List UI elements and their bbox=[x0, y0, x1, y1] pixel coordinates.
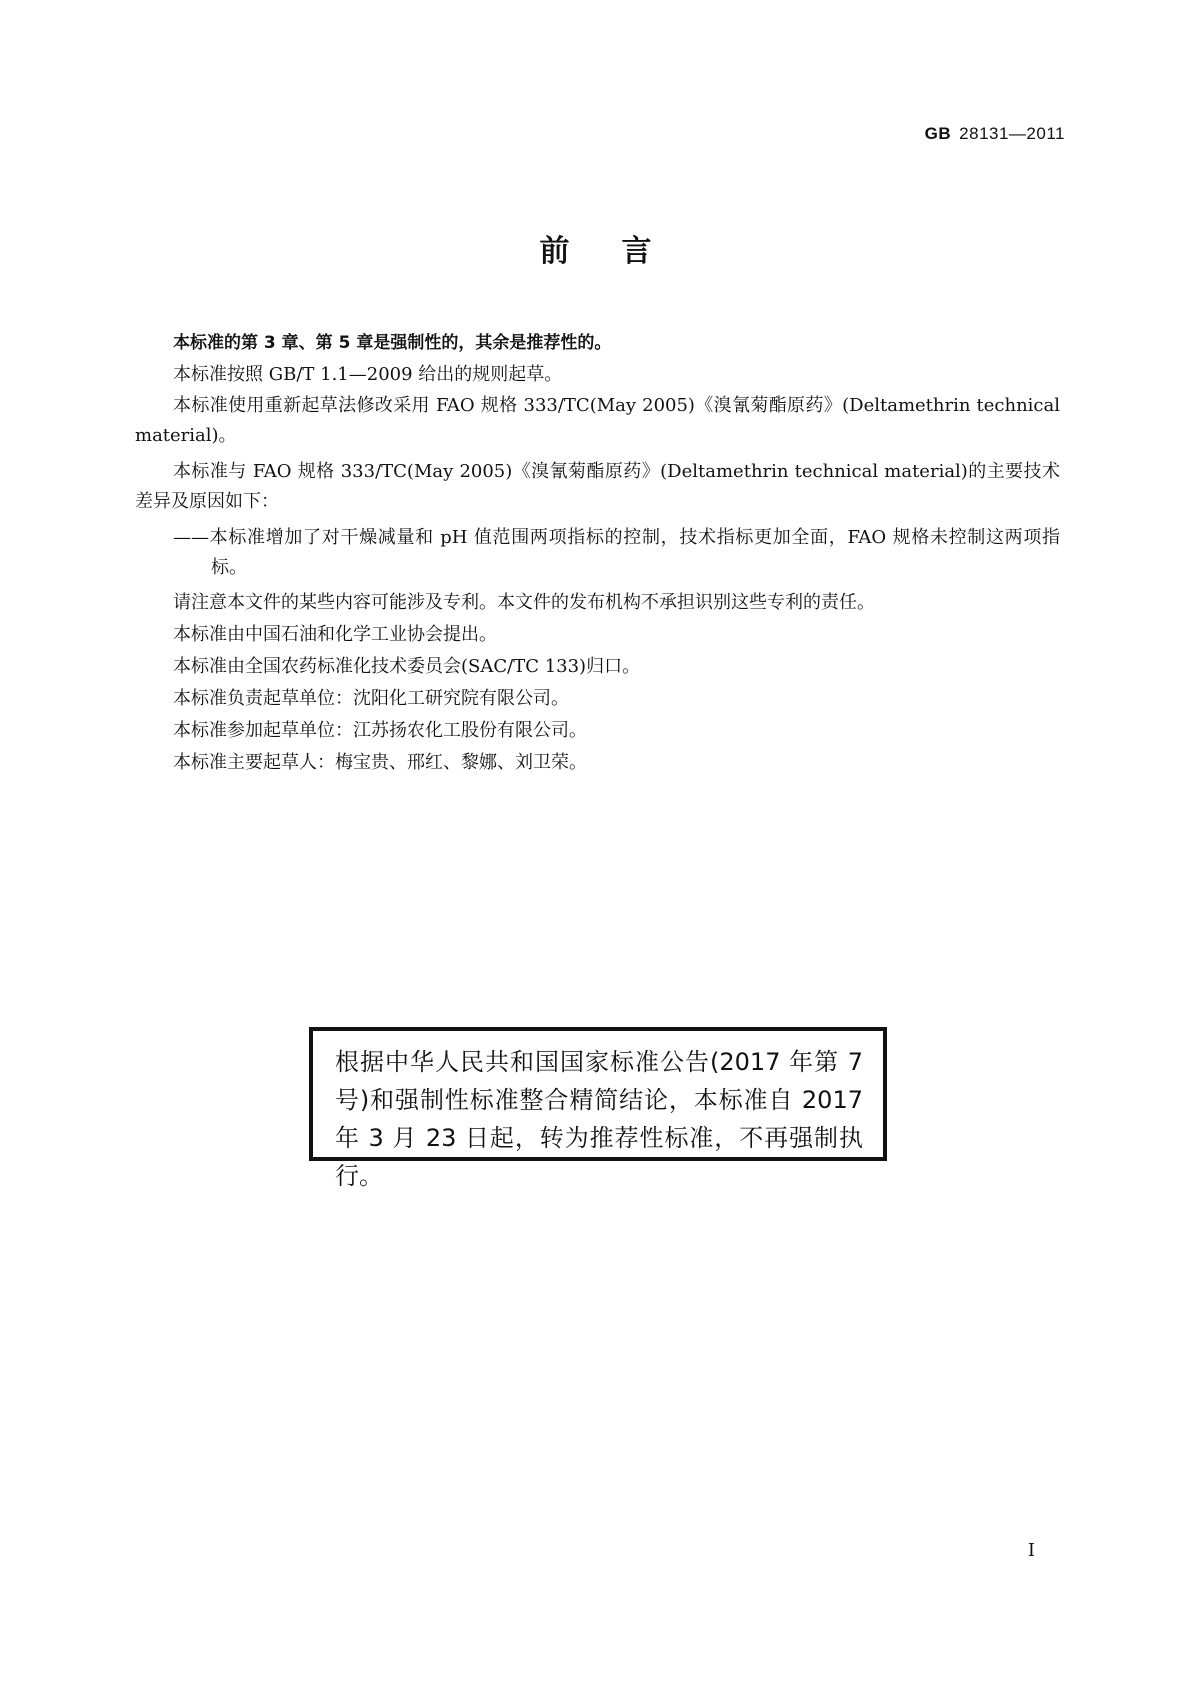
adoption-paragraph: 本标准使用重新起草法修改采用 FAO 规格 333/TC(May 2005)《溴氰菊酯原药》(Deltamethrin technical material)。 bbox=[135, 395, 1060, 446]
page-number: I bbox=[1027, 1540, 1035, 1561]
standard-code: 28131—2011 bbox=[959, 124, 1065, 143]
drafting-rules-paragraph: 本标准按照 GB/T 1.1—2009 给出的规则起草。 bbox=[173, 364, 563, 385]
main-drafters-paragraph: 本标准主要起草人：梅宝贵、邢红、黎娜、刘卫荣。 bbox=[173, 752, 587, 773]
differences-paragraph: 本标准与 FAO 规格 333/TC(May 2005)《溴氰菊酯原药》(Deltamethrin technical material)的主要技术差异及原因如下： bbox=[135, 461, 1060, 512]
participating-drafter-paragraph: 本标准参加起草单位：江苏扬农化工股份有限公司。 bbox=[173, 720, 587, 741]
standard-number bbox=[925, 124, 1065, 144]
page-title: 前言 bbox=[539, 234, 704, 269]
patent-notice-paragraph: 请注意本文件的某些内容可能涉及专利。本文件的发布机构不承担识别这些专利的责任。 bbox=[173, 592, 875, 613]
standard-prefix: GB bbox=[924, 124, 952, 143]
status-notice-box: 根据中华人民共和国国家标准公告(2017 年第 7 号)和强制性标准整合精简结论，本标准自 2017 年 3 月 23 日起，转为推荐性标准，不再强制执行。 bbox=[309, 1027, 887, 1161]
responsible-drafter-paragraph: 本标准负责起草单位：沈阳化工研究院有限公司。 bbox=[173, 688, 569, 709]
proposer-paragraph: 本标准由中国石油和化学工业协会提出。 bbox=[173, 624, 497, 645]
centralized-management-paragraph: 本标准由全国农药标准化技术委员会(SAC/TC 133)归口。 bbox=[173, 656, 641, 677]
foreword-body bbox=[135, 327, 1060, 779]
difference-list-item: ——本标准增加了对干燥减量和 pH 值范围两项指标的控制，技术指标更加全面，FAO 规格未控制这两项指标。 bbox=[173, 527, 1060, 578]
mandatory-statement: 本标准的第 3 章、第 5 章是强制性的，其余是推荐性的。 bbox=[173, 333, 612, 353]
